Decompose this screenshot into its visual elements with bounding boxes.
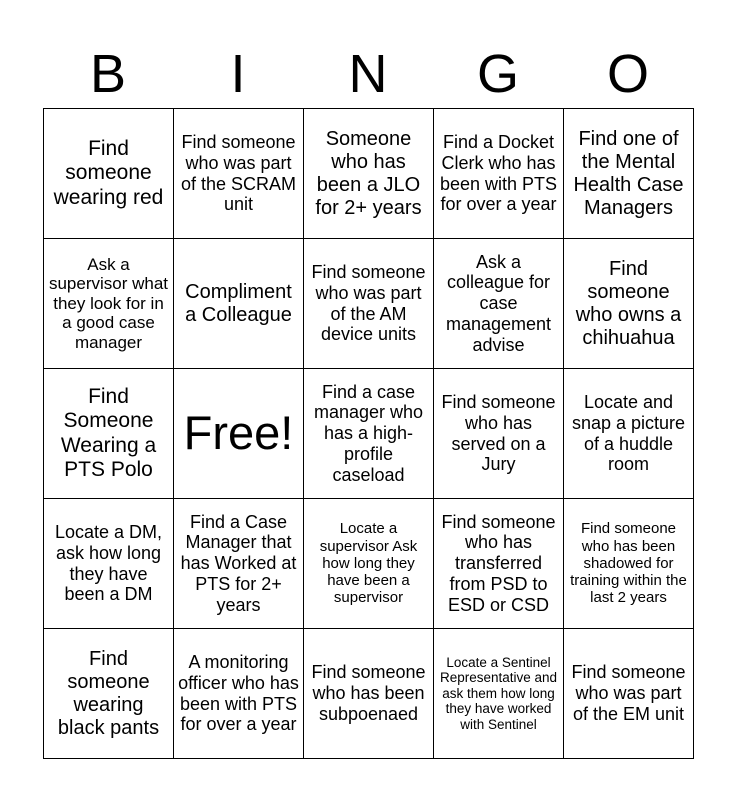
bingo-cell[interactable]: Find one of the Mental Health Case Managers <box>564 109 694 239</box>
bingo-cell[interactable]: Locate a Sentinel Representative and ask them how long they have worked with Sentinel <box>434 629 564 759</box>
free-cell[interactable]: Free! <box>174 369 304 499</box>
bingo-cell[interactable]: Find Someone Wearing a PTS Polo <box>44 369 174 499</box>
bingo-cell[interactable]: Find someone who has served on a Jury <box>434 369 564 499</box>
board-row <box>44 369 694 499</box>
board-row <box>44 109 694 239</box>
bingo-cell[interactable]: Ask a supervisor what they look for in a good case manager <box>44 239 174 369</box>
header-letter-o: O <box>606 44 649 104</box>
header-letter-g: G <box>476 44 519 104</box>
bingo-cell[interactable]: Locate a supervisor Ask how long they have been a supervisor <box>304 499 434 629</box>
bingo-cell[interactable]: Find a Case Manager that has Worked at PTS for 2+ years <box>174 499 304 629</box>
bingo-cell[interactable]: Ask a colleague for case management advise <box>434 239 564 369</box>
board-row <box>44 629 694 759</box>
bingo-cell[interactable]: Find a case manager who has a high-profile caseload <box>304 369 434 499</box>
bingo-cell[interactable]: Locate and snap a picture of a huddle room <box>564 369 694 499</box>
bingo-cell[interactable]: Find someone wearing red <box>44 109 174 239</box>
bingo-header <box>43 40 693 108</box>
bingo-cell[interactable]: Find someone wearing black pants <box>44 629 174 759</box>
header-letter-i: I <box>230 44 246 104</box>
header-letter-b: B <box>89 44 127 104</box>
bingo-cell[interactable]: Find someone who has transferred from PSD to ESD or CSD <box>434 499 564 629</box>
bingo-cell[interactable]: Find someone who was part of the EM unit <box>564 629 694 759</box>
bingo-cell[interactable]: Find someone who has been shadowed for training within the last 2 years <box>564 499 694 629</box>
board-row <box>44 499 694 629</box>
bingo-board <box>43 108 694 759</box>
bingo-cell[interactable]: Find someone who owns a chihuahua <box>564 239 694 369</box>
bingo-cell[interactable]: Find someone who was part of the AM device units <box>304 239 434 369</box>
bingo-cell[interactable]: Find someone who was part of the SCRAM unit <box>174 109 304 239</box>
bingo-cell[interactable]: Find a Docket Clerk who has been with PTS for over a year <box>434 109 564 239</box>
bingo-cell[interactable]: Compliment a Colleague <box>174 239 304 369</box>
board-row <box>44 239 694 369</box>
bingo-cell[interactable]: A monitoring officer who has been with PTS for over a year <box>174 629 304 759</box>
bingo-cell[interactable]: Someone who has been a JLO for 2+ years <box>304 109 434 239</box>
bingo-cell[interactable]: Find someone who has been subpoenaed <box>304 629 434 759</box>
bingo-cell[interactable]: Locate a DM, ask how long they have been a DM <box>44 499 174 629</box>
header-letter-n: N <box>348 44 388 104</box>
